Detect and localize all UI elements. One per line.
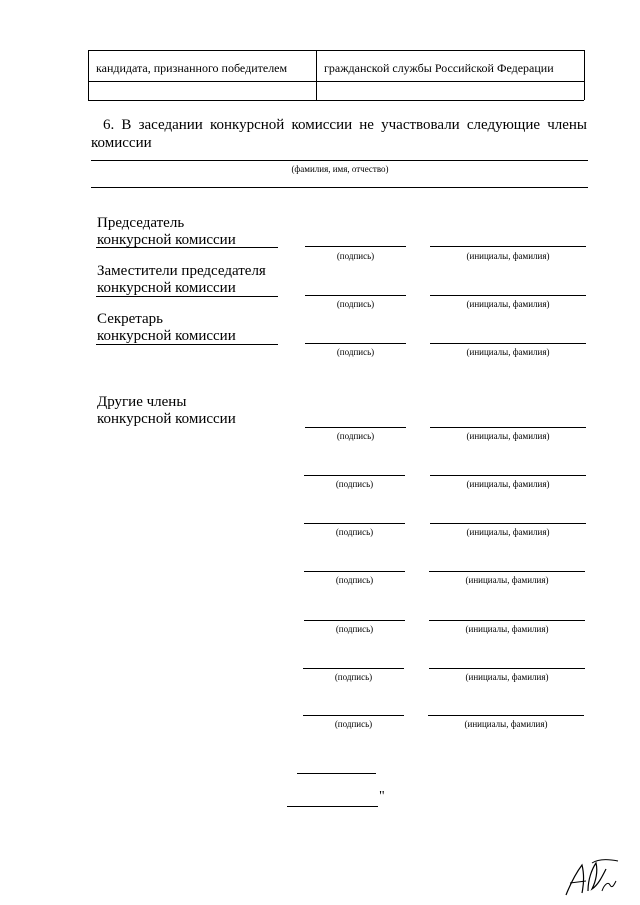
chair-label-line1: Председатель — [97, 215, 185, 231]
initials-label: (инициалы, фамилия) — [466, 431, 550, 441]
signature-line — [304, 620, 405, 621]
handwritten-initials — [562, 855, 624, 903]
signature-label: (подпись) — [334, 719, 373, 729]
signature-label: (подпись) — [336, 431, 375, 441]
signature-line — [305, 246, 406, 247]
deputy-underline — [96, 296, 278, 297]
deputy-label-line1: Заместители председателя — [97, 263, 266, 279]
signature-label: (подпись) — [335, 575, 374, 585]
signature-line — [305, 295, 406, 296]
absent-members-line-2 — [91, 187, 588, 188]
secretary-label-line1: Секретарь — [97, 311, 164, 327]
initials-label: (инициалы, фамилия) — [466, 479, 550, 489]
initials-label: (инициалы, фамилия) — [464, 719, 548, 729]
deputy-label-line2: конкурсной комиссии — [97, 280, 236, 296]
table-cell-civil-service: гражданской службы Российской Федерации — [324, 61, 554, 75]
initials-label: (инициалы, фамилия) — [465, 624, 549, 634]
table-bottom-border — [88, 100, 584, 101]
table-cell-candidate: кандидата, признанного победителем — [96, 61, 288, 75]
signature-line — [303, 668, 404, 669]
initials-label: (инициалы, фамилия) — [465, 575, 549, 585]
initials-line — [429, 571, 585, 572]
initials-line — [430, 523, 586, 524]
table-left-border — [88, 50, 89, 100]
initials-line — [430, 246, 586, 247]
secretary-label-line2: конкурсной комиссии — [97, 328, 236, 344]
signature-label: (подпись) — [335, 479, 374, 489]
table-mid-border — [316, 50, 317, 100]
table-top-border — [88, 50, 584, 51]
date-month-line — [287, 806, 378, 807]
initials-label: (инициалы, фамилия) — [466, 527, 550, 537]
initials-label: (инициалы, фамилия) — [465, 672, 549, 682]
initials-label: (инициалы, фамилия) — [466, 299, 550, 309]
closing-quote: " — [379, 789, 385, 804]
item-6-text: 6. В заседании конкурсной комиссии не участвовали следующие члены комиссии — [91, 117, 587, 151]
signature-line — [304, 475, 405, 476]
signature-label: (подпись) — [335, 624, 374, 634]
secretary-underline — [96, 344, 278, 345]
signature-line — [305, 343, 406, 344]
table-right-border — [584, 50, 585, 100]
initials-line — [429, 668, 585, 669]
signature-label: (подпись) — [336, 347, 375, 357]
signature-line — [303, 715, 404, 716]
initials-line — [428, 715, 584, 716]
signature-label: (подпись) — [336, 299, 375, 309]
initials-line — [430, 343, 586, 344]
members-label-line2: конкурсной комиссии — [97, 411, 236, 427]
signature-label: (подпись) — [334, 672, 373, 682]
initials-line — [430, 475, 586, 476]
chair-label-line2: конкурсной комиссии — [97, 232, 236, 248]
table-row-border — [88, 81, 584, 82]
initials-line — [430, 295, 586, 296]
initials-label: (инициалы, фамилия) — [466, 347, 550, 357]
members-label-line1: Другие члены — [97, 394, 187, 410]
signature-label: (подпись) — [335, 527, 374, 537]
initials-line — [429, 620, 585, 621]
date-line — [297, 773, 376, 774]
absent-members-line-1 — [91, 160, 588, 161]
initials-line — [430, 427, 586, 428]
chair-underline — [96, 247, 278, 248]
signature-label: (подпись) — [336, 251, 375, 261]
fio-hint: (фамилия, имя, отчество) — [291, 164, 389, 174]
initials-label: (инициалы, фамилия) — [466, 251, 550, 261]
signature-line — [304, 571, 405, 572]
signature-line — [304, 523, 405, 524]
signature-line — [305, 427, 406, 428]
